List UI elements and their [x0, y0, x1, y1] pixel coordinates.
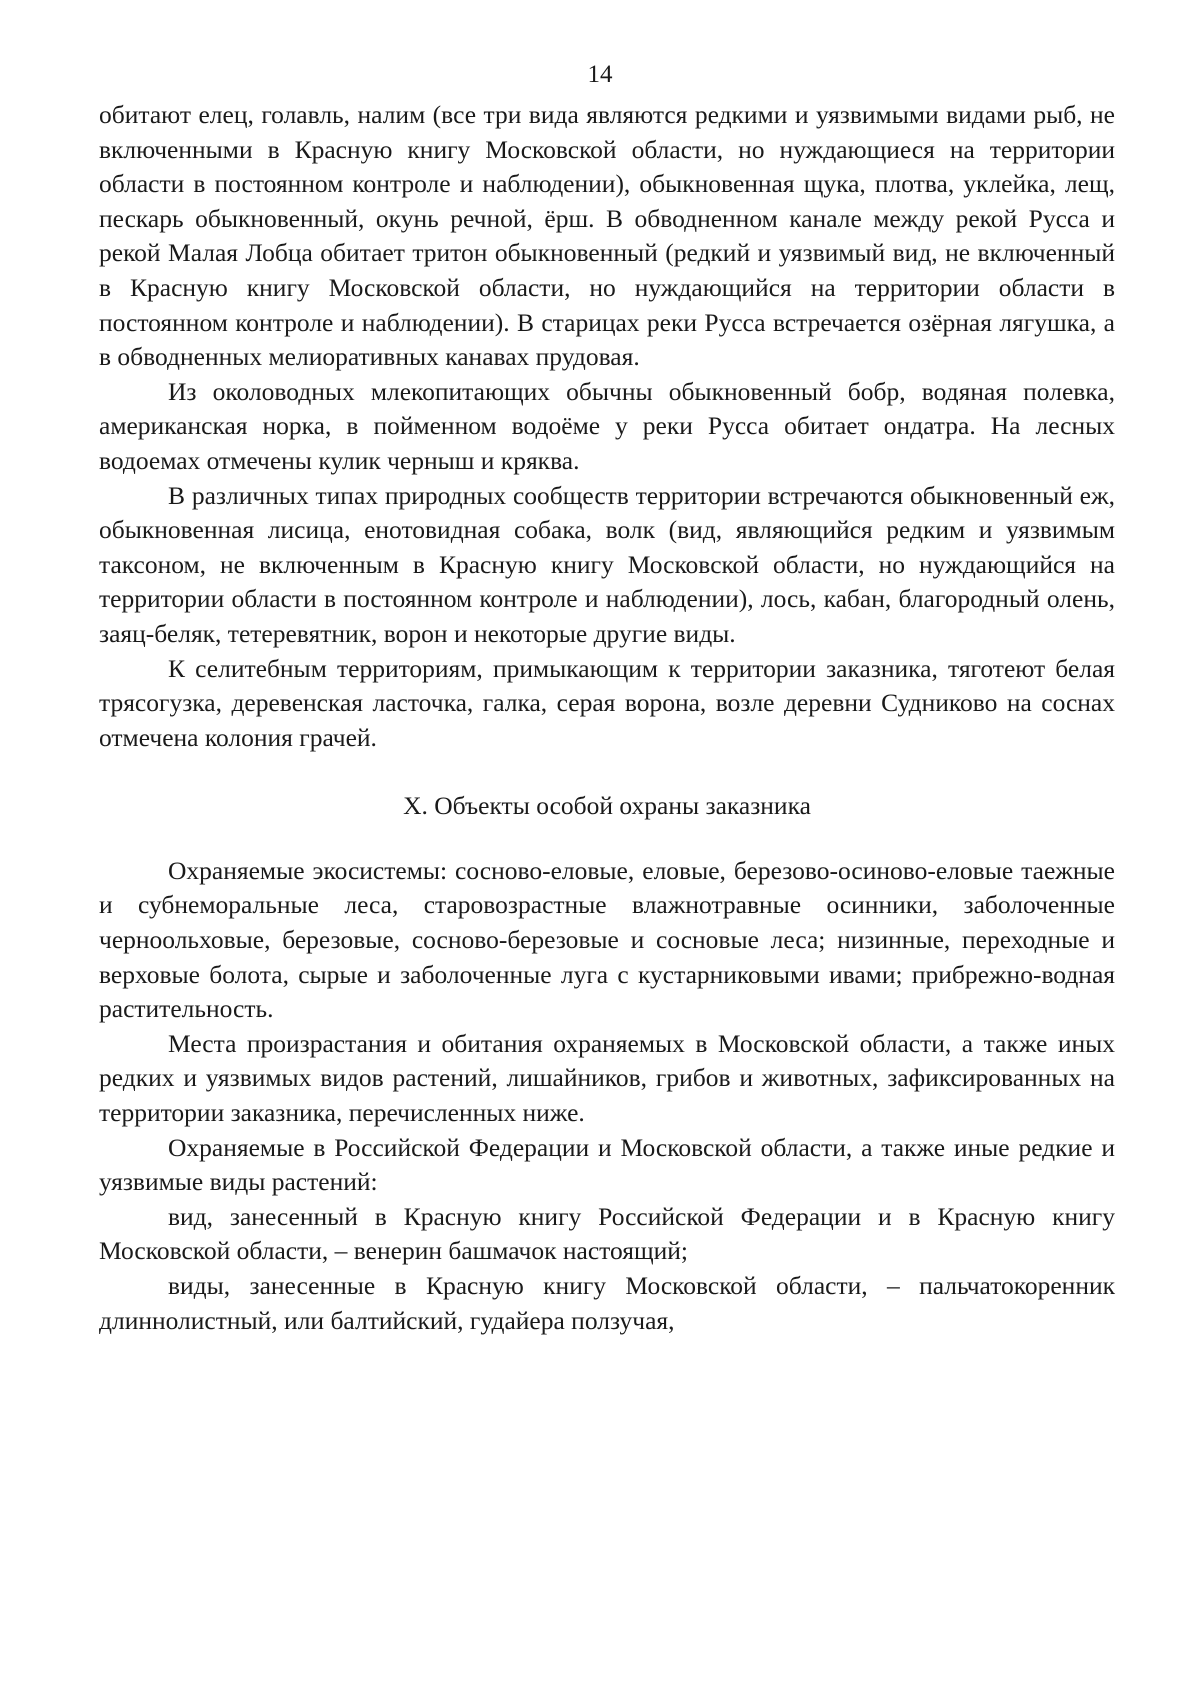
paragraph-habitats: Места произрастания и обитания охраняемых в Московской области, а также иных редких и уязвимых видов растений, лишайников, грибов и животных, зафиксированных на территории заказника, перечисленных ниже. [99, 1028, 1115, 1128]
paragraph-residential-areas: К селитебным территориям, примыкающим к территории заказника, тяготеют белая трясогузка, деревенская ласточка, галка, серая ворона, возле деревни Судниково на соснах отмечена колония грачей. [99, 653, 1115, 752]
paragraph-red-book-rf-species: вид, занесенный в Красную книгу Российской Федерации и в Красную книгу Московской области, – венерин башмачок настоящий; [99, 1201, 1115, 1266]
paragraph-protected-ecosystems: Охраняемые экосистемы: сосново-еловые, еловые, березово-осиново-еловые таежные и субнеморальные леса, старовозрастные влажнотравные осинники, заболоченные черноольховые, березовые, сосново-березовые и сосновые леса; низинные, переходные и верховые болота, сырые и заболоченные луга с кустарниковыми ивами; прибрежно-водная растительность. [99, 855, 1115, 1024]
paragraph-semiaquatic-mammals: Из околоводных млекопитающих обычны обыкновенный бобр, водяная полевка, американская норка, в пойменном водоёме у реки Русса обитает ондатра. На лесных водоемах отмечены кулик черныш и кряква. [99, 376, 1115, 475]
page-number: 14 [587, 61, 613, 88]
document-body [99, 98, 1115, 1338]
section-heading: X. Объекты особой охраны заказника [403, 791, 811, 821]
paragraph-natural-communities: В различных типах природных сообществ территории встречаются обыкновенный еж, обыкновенная лисица, енотовидная собака, волк (вид, являющийся редким и уязвимым таксоном, не включенным в Красную книгу Московской области, но нуждающийся на территории области в постоянном контроле и наблюдении), лось, кабан, благородный олень, заяц-беляк, тетеревятник, ворон и некоторые другие виды. [99, 480, 1115, 648]
paragraph-protected-plants-intro: Охраняемые в Российской Федерации и Московской области, а также иные редкие и уязвимые виды растений: [99, 1132, 1115, 1197]
paragraph-fish-species: обитают елец, голавль, налим (все три вида являются редкими и уязвимыми видами рыб, не включенными в Красную книгу Московской области, но нуждающиеся на территории области в постоянном контроле и наблюдении), обыкновенная щука, плотва, уклейка, лещ, пескарь обыкновенный, окунь речной, ёрш. В обводненном канале между рекой Русса и рекой Малая Лобца обитает тритон обыкновенный (редкий и уязвимый вид, не включенный в Красную книгу Московской области, но нуждающийся на территории области в постоянном контроле и наблюдении). В старицах реки Русса встречается озёрная лягушка, а в обводненных мелиоративных канавах прудовая. [99, 100, 1115, 372]
paragraph-red-book-mo-species: виды, занесенные в Красную книгу Московской области, – пальчатокоренник длиннолистный, или балтийский, гудайера ползучая, [99, 1271, 1115, 1335]
